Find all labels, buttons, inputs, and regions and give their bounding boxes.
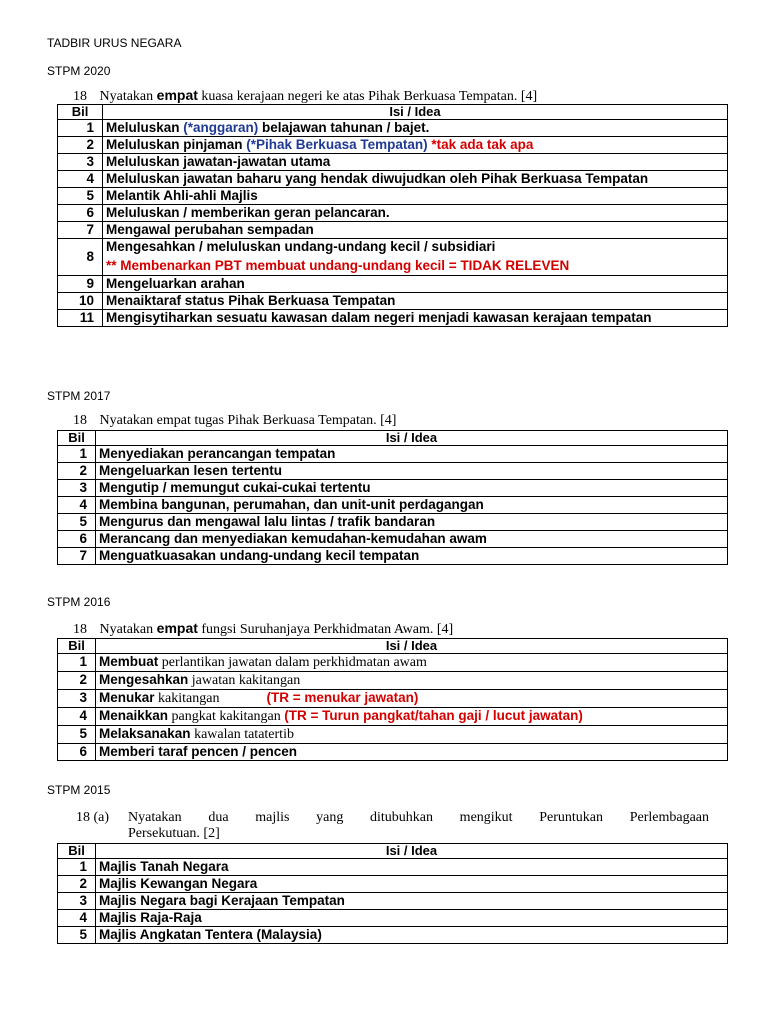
row-number: 4 (58, 171, 103, 188)
idea-highlight: (*Pihak Berkuasa Tempatan) (246, 137, 428, 152)
row-number: 5 (58, 514, 96, 531)
row-number: 3 (58, 480, 96, 497)
table-row (58, 154, 728, 171)
row-idea: Majlis Raja-Raja (96, 910, 728, 927)
question-text-pre: Nyatakan (99, 89, 157, 104)
row-number: 8 (58, 239, 103, 276)
row-idea: Merancang dan menyediakan kemudahan-kemudahan awam (96, 531, 728, 548)
row-idea: Melantik Ahli-ahli Majlis (103, 188, 728, 205)
row-idea: Mengawal perubahan sempadan (103, 222, 728, 239)
table-header-row (58, 431, 728, 446)
idea-verb: Menukar (99, 690, 155, 705)
row-idea: Mengeluarkan lesen tertentu (96, 463, 728, 480)
row-idea: Mengeluarkan arahan (103, 276, 728, 293)
row-number: 1 (58, 859, 96, 876)
answer-table-2015 (57, 843, 728, 944)
question-2016 (73, 620, 453, 638)
question-number: 18 (73, 622, 87, 637)
answer-table-2016 (57, 638, 728, 761)
row-idea (96, 690, 728, 708)
question-text-post: kuasa kerajaan negeri ke atas Pihak Berkuasa Tempatan. [4] (197, 89, 538, 104)
section-year-2016: STPM 2016 (47, 595, 111, 609)
question-text-line1: Nyatakan dua majlis yang ditubuhkan mengikut Peruntukan Perlembagaan (128, 810, 709, 825)
row-number: 1 (58, 654, 96, 672)
row-idea: Menguatkuasakan undang-undang kecil tempatan (96, 548, 728, 565)
question-number: 18 (a) (76, 810, 110, 825)
idea-text: Meluluskan pinjaman (106, 137, 247, 152)
row-idea: Mengurus dan mengawal lalu lintas / trafik bandaran (96, 514, 728, 531)
idea-object: perlantikan jawatan dalam perkhidmatan awam (158, 655, 427, 670)
row-number: 1 (58, 446, 96, 463)
table-row (58, 690, 728, 708)
row-idea: Mengutip / memungut cukai-cukai tertentu (96, 480, 728, 497)
idea-remark: (TR = menukar jawatan) (266, 690, 419, 705)
table-row (58, 120, 728, 137)
table-row (58, 310, 728, 327)
row-idea: Memberi taraf pencen / pencen (96, 744, 728, 761)
section-year-2020: STPM 2020 (47, 64, 111, 78)
column-header-bil: Bil (58, 431, 96, 446)
idea-object: kawalan tatatertib (190, 727, 294, 742)
row-number: 9 (58, 276, 103, 293)
row-number: 6 (58, 205, 103, 222)
answer-table-2017 (57, 430, 728, 565)
question-emphasis: empat (156, 620, 198, 636)
row-number: 2 (58, 672, 96, 690)
table-row (58, 171, 728, 188)
row-number: 10 (58, 293, 103, 310)
row-number: 3 (58, 690, 96, 708)
row-idea: Menyediakan perancangan tempatan (96, 446, 728, 463)
table-row (58, 859, 728, 876)
table-row (58, 446, 728, 463)
row-number: 1 (58, 120, 103, 137)
row-number: 7 (58, 548, 96, 565)
row-idea (103, 120, 728, 137)
question-text: Nyatakan empat tugas Pihak Berkuasa Tempatan. [4] (99, 413, 397, 428)
idea-verb: Melaksanakan (99, 726, 191, 741)
table-row (58, 480, 728, 497)
row-number: 7 (58, 222, 103, 239)
row-number: 3 (58, 893, 96, 910)
idea-remark: (TR = Turun pangkat/tahan gaji / lucut jawatan) (284, 708, 583, 723)
question-emphasis: empat (156, 87, 198, 103)
table-row (58, 188, 728, 205)
table-header-row (58, 844, 728, 859)
column-header-isi: Isi / Idea (96, 639, 728, 654)
table-row (58, 497, 728, 514)
table-row (58, 708, 728, 726)
table-row (58, 910, 728, 927)
question-2015 (76, 810, 709, 842)
row-idea: Majlis Negara bagi Kerajaan Tempatan (96, 893, 728, 910)
table-row (58, 893, 728, 910)
question-2017 (73, 413, 396, 429)
row-idea: Meluluskan / memberikan geran pelancaran. (103, 205, 728, 222)
idea-object: jawatan kakitangan (188, 673, 301, 688)
idea-verb: Membuat (99, 654, 159, 669)
table-header-row (58, 639, 728, 654)
idea-verb: Mengesahkan (99, 672, 189, 687)
row-idea: Majlis Angkatan Tentera (Malaysia) (96, 927, 728, 944)
table-row (58, 514, 728, 531)
question-text-post: fungsi Suruhanjaya Perkhidmatan Awam. [4] (197, 622, 454, 637)
answer-table-2020 (57, 104, 728, 327)
table-row (58, 744, 728, 761)
idea-remark: *tak ada tak apa (427, 137, 534, 152)
row-number: 5 (58, 188, 103, 205)
table-row (58, 531, 728, 548)
idea-text: Mengesahkan / meluluskan undang-undang kecil / subsidiari (106, 239, 496, 254)
column-header-bil: Bil (58, 639, 96, 654)
row-idea: Meluluskan jawatan-jawatan utama (103, 154, 728, 171)
row-number: 2 (58, 137, 103, 154)
row-idea: Meluluskan jawatan baharu yang hendak diwujudkan oleh Pihak Berkuasa Tempatan (103, 171, 728, 188)
row-idea: Majlis Kewangan Negara (96, 876, 728, 893)
column-header-isi: Isi / Idea (103, 105, 728, 120)
row-idea (103, 137, 728, 154)
column-header-bil: Bil (58, 844, 96, 859)
idea-note: ** Membenarkan PBT membuat undang-undang kecil = TIDAK RELEVEN (106, 258, 570, 273)
column-header-isi: Isi / Idea (96, 431, 728, 446)
column-header-isi: Isi / Idea (96, 844, 728, 859)
question-2020 (73, 87, 537, 105)
table-row (58, 876, 728, 893)
table-row (58, 239, 728, 276)
row-idea: Mengisytiharkan sesuatu kawasan dalam negeri menjadi kawasan kerajaan tempatan (103, 310, 728, 327)
table-row (58, 463, 728, 480)
row-idea (96, 708, 728, 726)
row-number: 6 (58, 744, 96, 761)
table-row (58, 927, 728, 944)
question-text-line2: Persekutuan. [2] (128, 826, 220, 841)
question-number: 18 (73, 413, 87, 428)
row-idea (96, 726, 728, 744)
row-idea (96, 672, 728, 690)
row-number: 4 (58, 708, 96, 726)
question-number: 18 (73, 89, 87, 104)
section-year-2015: STPM 2015 (47, 783, 111, 797)
row-number: 3 (58, 154, 103, 171)
table-row (58, 276, 728, 293)
row-idea: Menaiktaraf status Pihak Berkuasa Tempatan (103, 293, 728, 310)
idea-highlight: (*anggaran) (183, 120, 259, 135)
section-year-2017: STPM 2017 (47, 389, 111, 403)
table-row (58, 293, 728, 310)
row-number: 2 (58, 876, 96, 893)
table-row (58, 205, 728, 222)
row-number: 11 (58, 310, 103, 327)
idea-verb: Menaikkan (99, 708, 169, 723)
table-row (58, 222, 728, 239)
row-idea (96, 654, 728, 672)
row-idea (103, 239, 728, 276)
row-number: 5 (58, 726, 96, 744)
column-header-bil: Bil (58, 105, 103, 120)
idea-object: kakitangan (154, 691, 220, 706)
row-number: 6 (58, 531, 96, 548)
table-header-row (58, 105, 728, 120)
idea-object: pangkat kakitangan (168, 709, 285, 724)
idea-text-end: belajawan tahunan / bajet. (258, 120, 430, 135)
table-row (58, 548, 728, 565)
row-number: 2 (58, 463, 96, 480)
table-row (58, 672, 728, 690)
question-text-pre: Nyatakan (99, 622, 157, 637)
table-row (58, 137, 728, 154)
table-row (58, 654, 728, 672)
row-number: 4 (58, 910, 96, 927)
row-idea: Membina bangunan, perumahan, dan unit-unit perdagangan (96, 497, 728, 514)
row-number: 5 (58, 927, 96, 944)
idea-text: Meluluskan (106, 120, 184, 135)
table-row (58, 726, 728, 744)
document-title: TADBIR URUS NEGARA (47, 36, 182, 50)
row-idea: Majlis Tanah Negara (96, 859, 728, 876)
row-number: 4 (58, 497, 96, 514)
